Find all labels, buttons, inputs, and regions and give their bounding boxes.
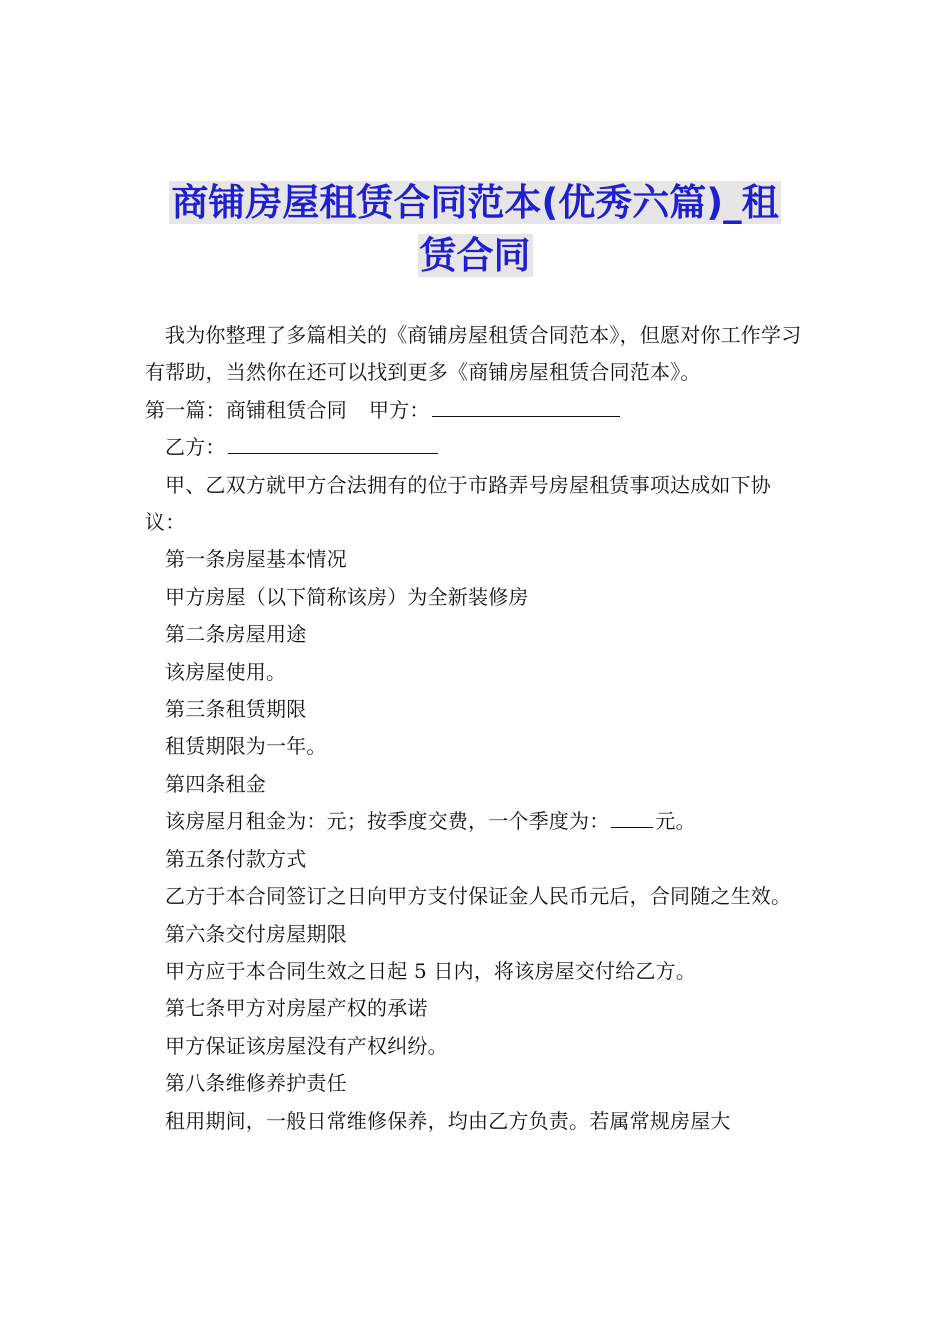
party-a-line: [145, 392, 807, 429]
agreement-intro: 甲、乙双方就甲方合法拥有的位于市路弄号房屋租赁事项达成如下协议：: [145, 472, 771, 535]
intro-paragraph: 我为你整理了多篇相关的《商铺房屋租赁合同范本》，但愿对你工作学习有帮助，当然你在还可以找到更多《商铺房屋租赁合同范本》。: [145, 323, 802, 385]
article-3-text: 租赁期限为一年。: [165, 734, 327, 759]
document-title: [150, 176, 800, 282]
article-4-title: 第四条租金: [165, 771, 266, 796]
article-6-title: 第六条交付房屋期限: [165, 921, 347, 946]
party-a-blank: [432, 396, 620, 417]
article-8-title: 第八条维修养护责任: [165, 1071, 347, 1096]
quarter-rent-blank: [611, 807, 653, 828]
article-6-text: 甲方应于本合同生效之日起 5 日内，将该房屋交付给乙方。: [165, 958, 697, 983]
party-b-blank: [228, 433, 438, 454]
article-1-text: 甲方房屋（以下简称该房）为全新装修房: [165, 584, 529, 609]
article-1-title: 第一条房屋基本情况: [165, 547, 347, 572]
article-3-title: 第三条租赁期限: [165, 697, 307, 722]
party-a-label: 甲方：: [369, 397, 430, 422]
title-line-2: 赁合同: [419, 234, 531, 277]
article-8-text: 租用期间，一般日常维修保养，均由乙方负责。若属常规房屋大: [165, 1108, 731, 1133]
article-4-text-before: 该房屋月租金为：元；按季度交费，一个季度为：: [165, 809, 610, 834]
section-heading: 第一篇：商铺租赁合同: [145, 397, 347, 422]
article-7-text: 甲方保证该房屋没有产权纠纷。: [165, 1033, 448, 1058]
article-4-text-after: 元。: [655, 809, 696, 834]
title-line-1: 商铺房屋租赁合同范本(优秀六篇)_租: [171, 181, 779, 224]
article-2-text: 该房屋使用。: [165, 659, 287, 684]
party-b-line: [145, 429, 807, 466]
party-b-label: 乙方：: [165, 435, 226, 460]
article-2-title: 第二条房屋用途: [165, 622, 307, 647]
article-5-title: 第五条付款方式: [165, 846, 307, 871]
article-5-text: 乙方于本合同签订之日向甲方支付保证金人民币元后，合同随之生效。: [165, 884, 792, 909]
article-4-text: [145, 803, 807, 840]
document-body: [145, 317, 807, 1140]
article-7-title: 第七条甲方对房屋产权的承诺: [165, 996, 428, 1021]
